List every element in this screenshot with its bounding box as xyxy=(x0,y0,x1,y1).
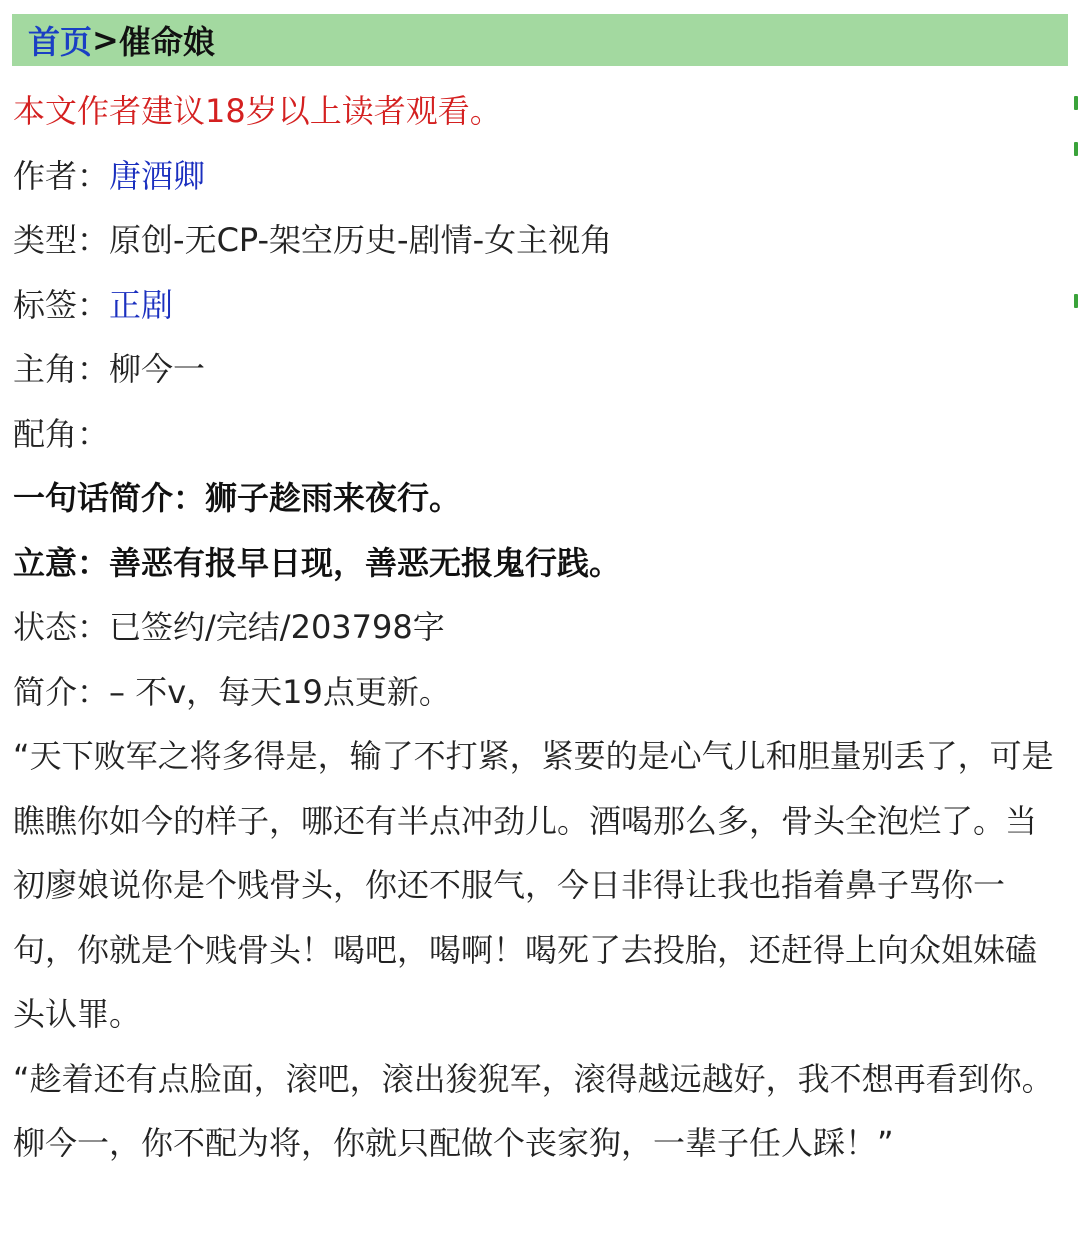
author-link[interactable]: 唐酒卿 xyxy=(109,156,206,195)
breadcrumb xyxy=(12,14,1068,66)
status-value: 已签约/完结/203798字 xyxy=(109,608,445,646)
status-label: 状态： xyxy=(13,608,110,646)
theme-row xyxy=(13,531,1063,596)
lead-value: 柳今一 xyxy=(109,350,206,388)
status-row xyxy=(13,595,1063,660)
page-title: 催命娘 xyxy=(118,23,215,61)
intro-value: – 不v，每天19点更新。 xyxy=(109,672,451,711)
scroll-mark xyxy=(1074,294,1078,308)
oneliner-label: 一句话简介： xyxy=(13,479,206,517)
theme-label: 立意： xyxy=(13,543,110,582)
theme-value: 善恶有报早日现，善恶无报鬼行践。 xyxy=(109,543,622,582)
scroll-mark xyxy=(1074,142,1078,156)
support-label: 配角： xyxy=(13,414,110,453)
type-row xyxy=(13,208,1063,273)
breadcrumb-separator: > xyxy=(92,21,119,59)
scroll-mark xyxy=(1074,96,1078,110)
lead-label: 主角： xyxy=(13,350,110,388)
oneliner-row xyxy=(13,466,1063,531)
oneliner-value: 狮子趁雨来夜行。 xyxy=(205,479,462,517)
novel-info xyxy=(13,79,1063,1176)
breadcrumb-home-link[interactable]: 首页 xyxy=(28,23,93,61)
author-row xyxy=(13,144,1063,209)
tag-link[interactable]: 正剧 xyxy=(109,285,174,324)
age-warning: 本文作者建议18岁以上读者观看。 xyxy=(13,92,502,130)
lead-row xyxy=(13,337,1063,402)
tags-label: 标签： xyxy=(13,285,110,324)
intro-paragraph: “天下败军之将多得是，输了不打紧，紧要的是心气儿和胆量别丢了，可是瞧瞧你如今的样子，哪还有半点冲劲儿。酒喝那么多，骨头全泡烂了。当初廖娘说你是个贱骨头，你还不服气，今日非得让我也指着鼻子骂你一句，你就是个贱骨头！喝吧，喝啊！喝死了去投胎，还赶得上向众姐妹磕头认罪。 xyxy=(13,737,1054,1033)
scroll-indicator xyxy=(1068,90,1080,350)
tags-row xyxy=(13,273,1063,338)
intro-label: 简介： xyxy=(13,672,110,711)
type-label: 类型： xyxy=(13,221,110,259)
type-value: 原创-无CP-架空历史-剧情-女主视角 xyxy=(109,221,613,259)
intro-paragraph: “趁着还有点脸面，滚吧，滚出狻猊军，滚得越远越好，我不想再看到你。柳今一，你不配为将，你就只配做个丧家狗，一辈子任人踩！” xyxy=(13,1059,1054,1162)
author-label: 作者： xyxy=(13,156,110,195)
intro-row xyxy=(13,660,1063,725)
support-row xyxy=(13,402,1063,467)
